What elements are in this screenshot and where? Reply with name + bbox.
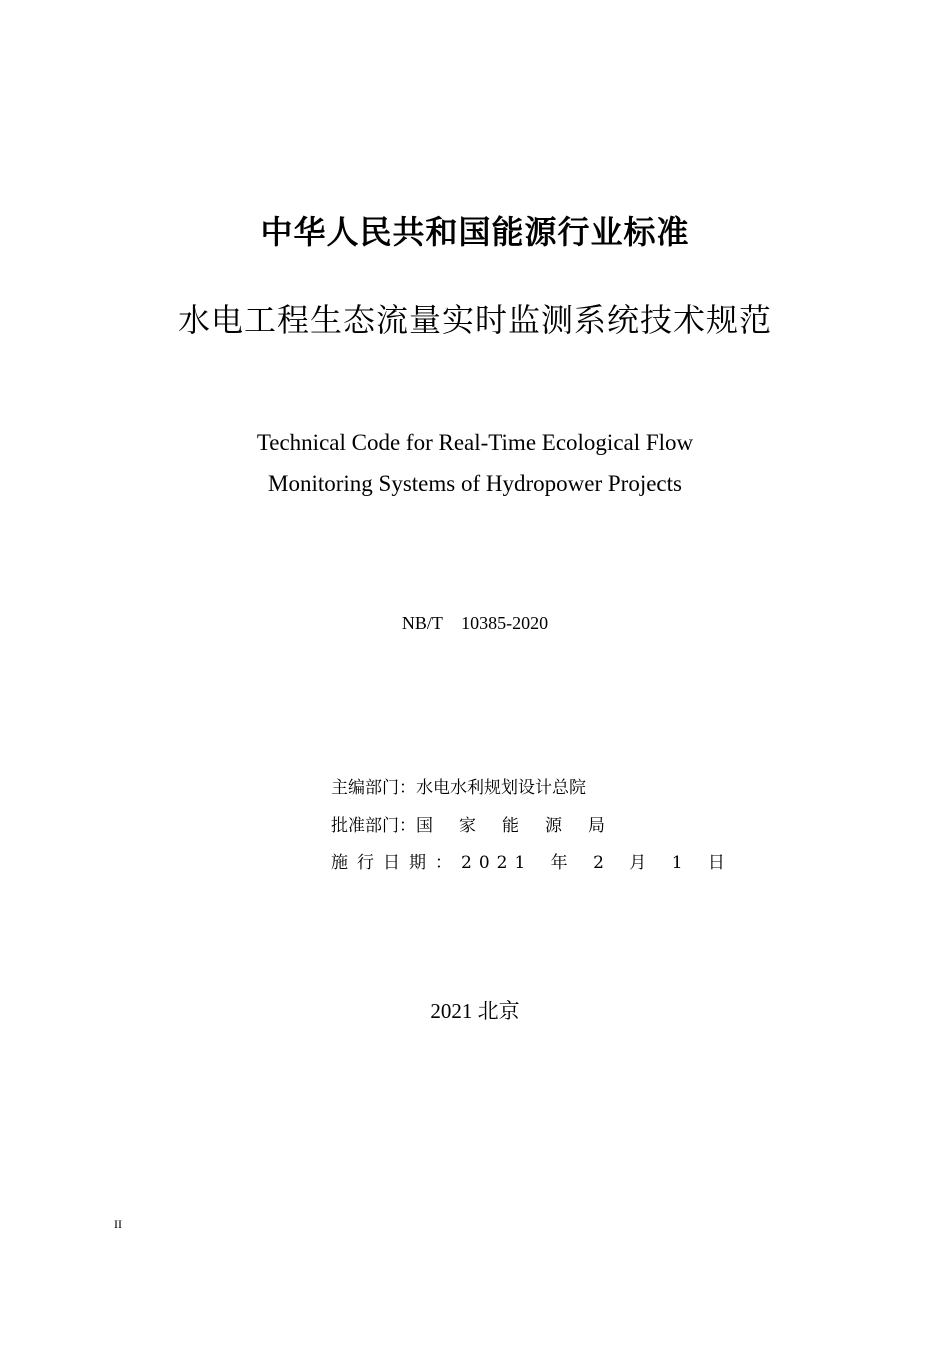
industry-standard-title: 中华人民共和国能源行业标准 [260, 213, 690, 251]
effective-date-label: 施行日期： [331, 853, 461, 873]
english-title-line-1: Technical Code for Real-Time Ecological Flow [256, 430, 694, 455]
standard-code: NB/T 10385-2020 [401, 613, 549, 633]
approver-department-value: 国家能源局 [416, 816, 631, 836]
editor-department-label: 主编部门： [331, 778, 416, 798]
chinese-standard-title: 水电工程生态流量实时监测系统技术规范 [177, 301, 772, 339]
editor-department-value: 水电水利规划设计总院 [416, 778, 586, 798]
effective-date-row [331, 851, 732, 875]
effective-date-value: 2021 年 2 月 1 日 [461, 853, 732, 873]
approver-department-row [331, 814, 631, 838]
publication-place-year: 2021 北京 [430, 999, 520, 1023]
english-title-line-2: Monitoring Systems of Hydropower Projects [268, 471, 682, 496]
editor-department-row [331, 776, 586, 800]
approver-department-label: 批准部门： [331, 816, 416, 836]
page-number: II [114, 1217, 122, 1231]
